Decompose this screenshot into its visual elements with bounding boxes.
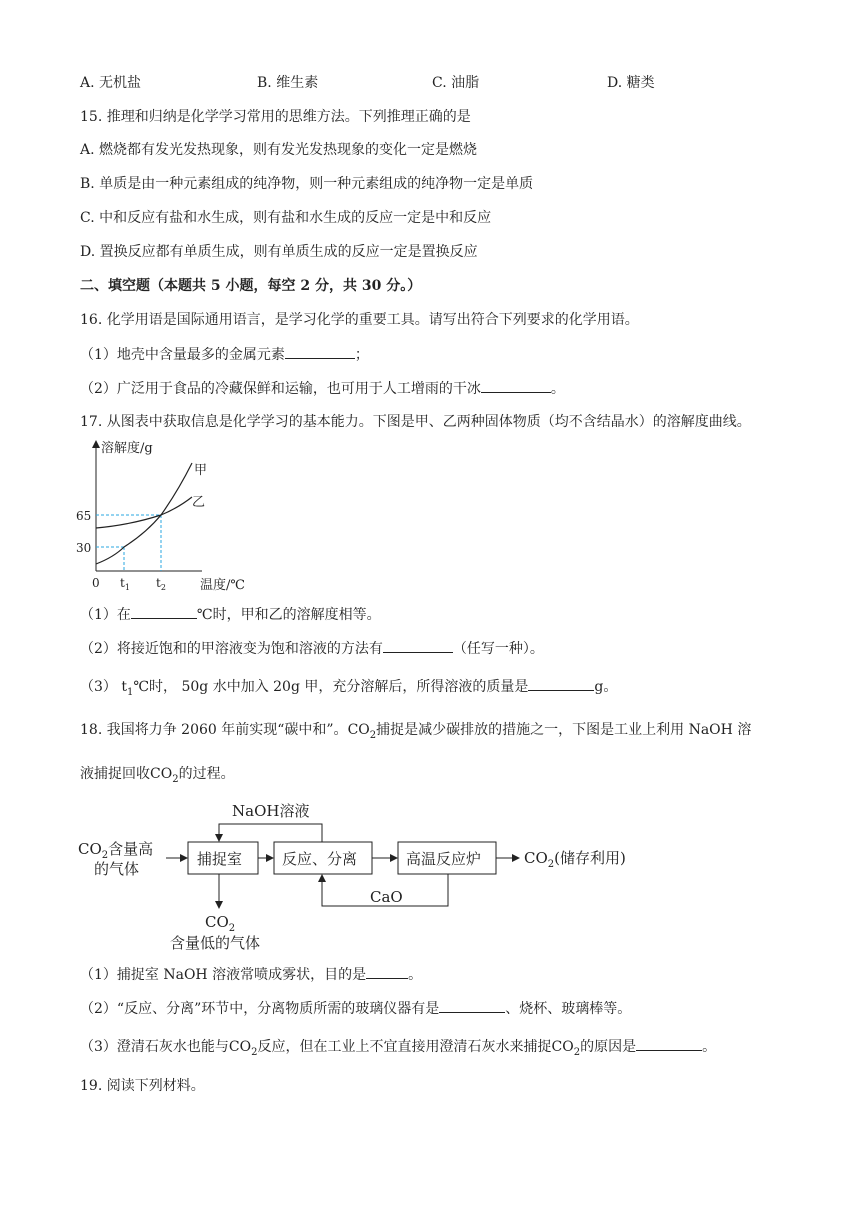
answer-blank[interactable] xyxy=(285,344,355,359)
q17-part3-end: g。 xyxy=(594,679,618,695)
q14-option-d: D. 糖类 xyxy=(607,75,655,91)
answer-blank[interactable] xyxy=(383,638,453,653)
answer-blank[interactable] xyxy=(131,604,197,619)
low-co2-label: $CO_2$ xyxy=(205,913,236,934)
co2-formula: CO xyxy=(347,722,370,738)
q17-part3-sub: 1 xyxy=(126,686,134,698)
q17-part1 xyxy=(80,604,381,625)
answer-blank[interactable] xyxy=(439,998,505,1013)
q14-option-a: A. 无机盐 xyxy=(80,75,142,91)
q15-stem: 15. 推理和归纳是化学学习常用的思维方法。下列推理正确的是 xyxy=(80,109,471,125)
q15-option-a: A. 燃烧都有发光发热现象，则有发光发热现象的变化一定是燃烧 xyxy=(80,142,478,158)
q16-stem: 16. 化学用语是国际通用语言，是学习化学的重要工具。请写出符合下列要求的化学用语。 xyxy=(80,312,639,328)
answer-blank[interactable] xyxy=(366,964,408,979)
curve-yi xyxy=(96,497,192,528)
q16-part2 xyxy=(80,378,565,399)
co2-sub: 2 xyxy=(251,1046,258,1058)
y-tick-65: 65 xyxy=(76,509,92,523)
x-tick-t1: $t_1$ xyxy=(120,576,130,592)
co2-sub: 2 xyxy=(172,773,179,785)
output-gas-label: $CO_2$(储存利用) xyxy=(524,849,626,870)
co2-formula: CO xyxy=(551,1039,574,1055)
low-co2-label-2: 含量低的气体 xyxy=(170,934,261,952)
q18-part2-text: （2）“反应、分离”环节中，分离物质所需的玻璃仪器有是 xyxy=(80,1001,440,1017)
capture-flow-diagram xyxy=(74,790,674,954)
naoh-loop-line xyxy=(219,824,322,842)
q18-stem2-a: 液捕捉回收 xyxy=(80,766,150,782)
q18-part3 xyxy=(80,1036,716,1063)
answer-blank[interactable] xyxy=(636,1036,702,1051)
q18-part3-text3: 的原因是 xyxy=(580,1039,637,1055)
q18-part1-text: （1）捕捉室 NaOH 溶液常喷成雾状，目的是 xyxy=(80,967,367,983)
q14-option-c: C. 油脂 xyxy=(432,75,480,91)
q18-stem-b: 捕捉是减少碳排放的措施之一，下图是工业上利用 NaOH 溶 xyxy=(376,722,752,738)
q18-part3-text: （3）澄清石灰水也能与 xyxy=(80,1039,229,1055)
q18-stem2-b: 的过程。 xyxy=(178,766,235,782)
q18-part2 xyxy=(80,998,631,1019)
q17-stem: 17. 从图表中获取信息是化学学习的基本能力。下图是甲、乙两种固体物质（均不含结晶水）的溶解度曲线。 xyxy=(80,414,751,430)
box-furnace-label: 高温反应炉 xyxy=(406,850,482,868)
q17-part3 xyxy=(80,676,617,703)
q15-option-c: C. 中和反应有盐和水生成，则有盐和水生成的反应一定是中和反应 xyxy=(80,210,492,226)
series-label-jia: 甲 xyxy=(194,463,208,478)
q15-option-b: B. 单质是由一种元素组成的纯净物，则一种元素组成的纯净物一定是单质 xyxy=(80,176,534,192)
q18-stem xyxy=(80,720,751,746)
section-title: 二、填空题（本题共 5 小题，每空 2 分，共 30 分。） xyxy=(80,278,422,294)
box-reaction-separation-label: 反应、分离 xyxy=(282,850,358,868)
q15-option-d: D. 置换反应都有单质生成，则有单质生成的反应一定是置换反应 xyxy=(80,244,478,260)
q16-part1 xyxy=(80,344,369,365)
q17-part2 xyxy=(80,638,544,659)
cao-label: CaO xyxy=(370,888,403,906)
input-gas-label-2: 的气体 xyxy=(94,860,140,878)
series-label-yi: 乙 xyxy=(192,495,206,510)
q17-part1-text: （1）在 xyxy=(80,607,131,623)
q17-part2-end: （任写一种）。 xyxy=(452,641,544,657)
q16-part2-end: 。 xyxy=(550,381,565,397)
solubility-chart xyxy=(74,436,274,598)
q19-stem: 19. 阅读下列材料。 xyxy=(80,1078,205,1094)
q16-part2-text: （2）广泛用于食品的冷藏保鲜和运输，也可用于人工增雨的干冰 xyxy=(80,381,481,397)
x-tick-t2: $t_2$ xyxy=(156,576,166,592)
q18-part2-end: 、烧杯、玻璃棒等。 xyxy=(505,1001,632,1017)
y-axis-label: 溶解度/g xyxy=(101,441,153,456)
q18-stem-a: 18. 我国将力争 2060 年前实现“碳中和”。 xyxy=(80,722,348,738)
q17-part3-text2: ℃时， 50g 水中加入 20g 甲，充分溶解后，所得溶液的质量是 xyxy=(133,679,529,695)
co2-sub: 2 xyxy=(573,1046,581,1058)
naoh-label: NaOH溶液 xyxy=(232,802,310,820)
q18-stem2 xyxy=(80,764,235,790)
q14-option-b: B. 维生素 xyxy=(257,75,319,91)
co2-sub: 2 xyxy=(369,729,377,741)
q18-part1-end: 。 xyxy=(408,967,423,983)
q17-part1-end: ℃时，甲和乙的溶解度相等。 xyxy=(196,607,381,623)
origin-label: 0 xyxy=(92,576,100,590)
box-capture-chamber-label: 捕捉室 xyxy=(197,850,243,868)
q18-part3-text2: 反应，但在工业上不宜直接用澄清石灰水来捕捉 xyxy=(257,1039,552,1055)
q16-part1-text: （1）地壳中含量最多的金属元素 xyxy=(80,347,285,363)
x-axis-label: 温度/℃ xyxy=(200,578,245,593)
q16-part1-end: ； xyxy=(354,347,369,363)
q17-part2-text: （2）将接近饱和的甲溶液变为饱和溶液的方法有 xyxy=(80,641,383,657)
answer-blank[interactable] xyxy=(481,378,551,393)
q17-part3-text: （3） t xyxy=(80,679,127,695)
co2-formula: CO xyxy=(150,766,173,782)
co2-formula: CO xyxy=(228,1039,252,1055)
answer-blank[interactable] xyxy=(528,676,594,691)
curve-jia xyxy=(96,463,192,564)
q18-part3-end: 。 xyxy=(702,1039,717,1055)
input-gas-label: $CO_2$含量高 xyxy=(78,840,154,861)
y-tick-30: 30 xyxy=(76,541,92,555)
q18-part1 xyxy=(80,964,422,985)
